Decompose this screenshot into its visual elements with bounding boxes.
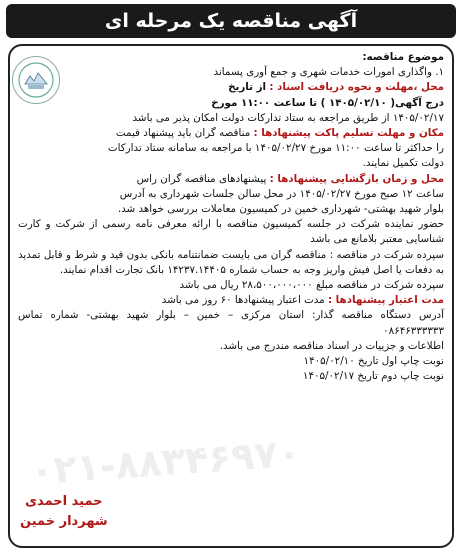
attendance-text: حضور نماینده شرکت در جلسه کمیسیون مناقصه با ارائه معرفی نامه رسمی از شرکت و کارت شناسایی معتبر بلامانع می باشد [18,218,444,246]
print-first-date: ۱۴۰۵/۰۲/۱۰ [303,355,355,368]
subject-label: موضوع مناقصه: [362,51,444,63]
deadline-heading: محل ،مهلت و نحوه دریافت اسناد : [269,81,444,94]
validity-heading: مدت اعتبار پیشنهادها : [327,294,444,307]
newspaper-watermark: ۰۲۱-۸۸۳۴۶۹۷۰ [28,430,303,494]
validity-line [18,293,444,308]
submission-line-1 [18,126,444,141]
signature-block [20,492,108,532]
validity-text: مدت اعتبار پیشنهادها ۶۰ روز می باشد [161,294,325,307]
deadline-text-3: ۱۴۰۵/۰۲/۱۷ از طریق مراجعه به ستاد تدارکات دولت امکان پذیر می باشد [132,111,444,124]
submission-text-2: را حداکثر تا ساعت ۱۱:۰۰ مورخ ۱۴۰۵/۰۲/۲۷ با مراجعه به سامانه ستاد تدارکات [107,142,444,155]
deadline-text-1: از تاریخ [228,81,267,94]
deadline-line-1 [18,80,444,95]
signer-title: شهردار خمین [20,514,108,529]
print-second-label: نوبت چاپ دوم تاریخ [357,370,444,383]
address-text: آدرس دستگاه مناقصه گذار: استان مرکزی – خمین – بلوار شهید بهشتی- شماره تماس ۰۸۶۴۶۳۳۳۳۳۳ [18,309,444,337]
details-text: اطلاعات و جزییات در اسناد مناقصه مندرج می باشد. [219,339,444,352]
notice-title: آگهی مناقصه یک مرحله ای [6,4,456,38]
print-second-line [18,369,444,384]
signer-name: حمید احمدی [25,494,103,509]
print-first-line [18,354,444,369]
opening-line-1 [18,172,444,187]
notice-body [8,44,454,548]
opening-text-3: بلوار شهید بهشتی- شهرداری خمین در کمیسیون معاملات بررسی خواهد شد. [117,203,444,216]
opening-text-2: ساعت ۱۲ صبح مورخ ۱۴۰۵/۰۲/۲۷ در محل سالن جلسات شهرداری به آدرس [119,187,444,200]
submission-heading: مکان و مهلت تسلیم پاکت پیشنهادها : [253,127,444,140]
submission-text-1: مناقصه گران باید پیشنهاد قیمت [115,127,251,140]
subject-text: ۱. واگذاری امورات خدمات شهری و جمع آوری پسماند [213,66,444,79]
deposit-text: سپرده شرکت در مناقصه مبلغ ۲۸،۵۰۰،۰۰۰،۰۰۰ ریال می باشد [179,279,444,292]
print-second-date: ۱۴۰۵/۰۲/۱۷ [302,370,355,383]
deadline-text-2: درج آگهی( ۱۴۰۵/۰۲/۱۰ ) تا ساعت ۱۱:۰۰ مورخ [211,96,444,109]
print-first-label: نوبت چاپ اول تاریخ [358,355,444,368]
opening-text-1: پیشنهادهای مناقصه گران راس [136,172,267,185]
guarantee-text: سپرده شرکت در مناقصه : مناقصه گران می بایست ضمانتنامه بانکی بدون قید و شرط و قابل تمدید به دفعات یا اصل فیش واریز وجه به حساب شماره ۱۴۲۳۷.۱۴۴۰۵ بانک تجارت اقدام نمایند. [18,248,444,276]
opening-heading: محل و زمان بازگشایی پیشنهادها : [269,172,444,185]
submission-text-3: دولت تکمیل نمایند. [362,157,444,170]
